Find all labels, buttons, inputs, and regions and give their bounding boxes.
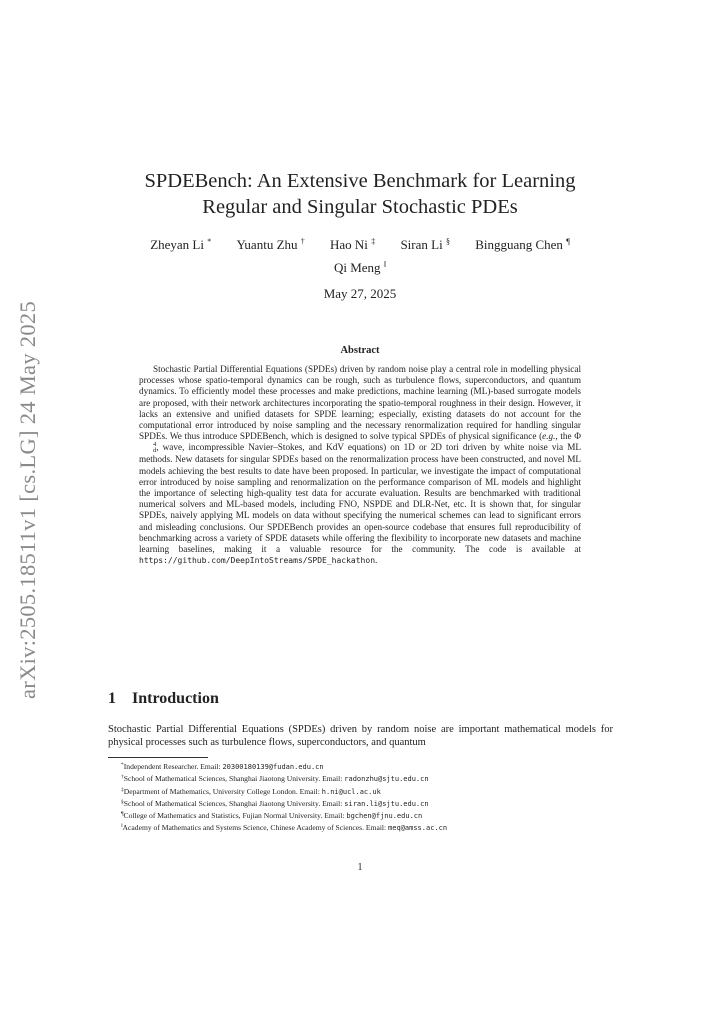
footnote-email[interactable]: siran.li@sjtu.edu.cn bbox=[344, 799, 429, 808]
author-affiliation-mark: † bbox=[300, 237, 305, 246]
author bbox=[330, 237, 375, 252]
section-heading bbox=[108, 690, 219, 708]
abstract-text: . bbox=[375, 555, 378, 566]
phi-subscript: d bbox=[153, 447, 157, 455]
author-name: Bingguang Chen bbox=[475, 237, 563, 252]
footnote-text: Independent Researcher. Email: bbox=[123, 762, 223, 771]
arxiv-identifier-text: arXiv:2505.18511v1 [cs.LG] 24 May 2025 bbox=[15, 300, 41, 700]
author-list bbox=[100, 232, 620, 278]
footnote-mark: * bbox=[121, 762, 124, 768]
author-name: Hao Ni bbox=[330, 237, 368, 252]
abstract-body bbox=[139, 364, 581, 566]
title-line-1: SPDEBench: An Extensive Benchmark for Learning bbox=[144, 170, 576, 192]
author-affiliation-mark: ‖ bbox=[383, 260, 387, 269]
code-link[interactable]: https://github.com/DeepIntoStreams/SPDE_hackathon bbox=[139, 556, 376, 566]
author-name: Zheyan Li bbox=[150, 237, 204, 252]
abstract-eg: e.g. bbox=[542, 431, 556, 442]
footnote-email[interactable]: 20300180139@fudan.edu.cn bbox=[222, 763, 324, 771]
author-affiliation-mark: ‡ bbox=[371, 237, 376, 246]
section-number: 1 bbox=[108, 690, 116, 707]
author-affiliation-mark: ¶ bbox=[566, 237, 570, 246]
author bbox=[400, 237, 450, 252]
title-line-2: Regular and Singular Stochastic PDEs bbox=[202, 196, 518, 218]
footnote-mark: § bbox=[121, 798, 124, 805]
author bbox=[150, 237, 211, 252]
footnote-mark: ‖ bbox=[121, 823, 123, 830]
author bbox=[334, 260, 386, 275]
author-row-2 bbox=[100, 255, 620, 278]
author bbox=[475, 237, 570, 252]
footnote bbox=[108, 809, 613, 821]
footnote-email[interactable]: radonzhu@sjtu.edu.cn bbox=[344, 775, 429, 784]
abstract-text: , the bbox=[555, 431, 575, 442]
author-name: Yuantu Zhu bbox=[236, 237, 298, 252]
section-title: Introduction bbox=[132, 690, 219, 707]
page-number: 1 bbox=[357, 862, 363, 873]
paper-date: May 27, 2025 bbox=[323, 286, 397, 301]
footnote bbox=[108, 760, 613, 772]
phi-superscript: 4 bbox=[153, 441, 157, 449]
footnote-text: Department of Mathematics, University College London. Email: bbox=[123, 786, 322, 796]
author-name: Siran Li bbox=[400, 237, 443, 252]
footnotes bbox=[108, 760, 613, 834]
footnote-mark: ‡ bbox=[121, 786, 124, 793]
footnote-email[interactable]: meq@amss.ac.cn bbox=[388, 824, 448, 833]
abstract-heading: Abstract bbox=[340, 345, 380, 356]
footnote-email[interactable]: bgchen@fjnu.edu.cn bbox=[346, 812, 423, 821]
footnote bbox=[108, 772, 613, 784]
footnote-text: College of Mathematics and Statistics, Fujian Normal University. Email: bbox=[123, 811, 347, 821]
footnote-text: Academy of Mathematics and Systems Science, Chinese Academy of Sciences. Email: bbox=[122, 823, 389, 833]
arxiv-identifier-stamp bbox=[6, 300, 50, 700]
abstract-text: , wave, incompressible Navier–Stokes, and KdV equations) on 1D or 2D tori driven by white noise via ML methods. New datasets for singular SPDEs based on the renormalization process have been constructed, and novel ML models achieving the best results to date have been proposed. In particular, we investigate the impact of computational error introduced by noise sampling and renormalization on the performance comparison of ML models and highlight the importance of selecting high-quality test data for accurate evaluation. Results are benchmarked with traditional numerical solvers and ML-based models, including FNO, NSPDE and DLR-Net, etc. It is shown that, for singular SPDEs, naively applying ML models on data without specifying the numerical schemes can lead to significant errors and misleading conclusions. Our SPDEBench provides an open-source codebase that ensures full reproducibility of benchmarking across a variety of SPDE datasets while offering the flexibility to incorporate new datasets and machine learning baselines, making it a valuable resource for the community. The code is available at bbox=[139, 442, 581, 555]
paper-title bbox=[100, 168, 620, 220]
footnote bbox=[108, 821, 613, 833]
abstract-text: Stochastic Partial Differential Equations (SPDEs) driven by random noise play a central role in modelling physical processes whose spatio-temporal dynamics can be rough, such as turbulence flows, superconductors, and quantum dynamics. To efficiently model these processes and make predictions, machine learning (ML)-based surrogate models are proposed, with their network architectures incorporating the spatio-temporal roughness in their design. However, it lacks an extensive and unified datasets for SPDE learning; especially, existing datasets do not account for the computational error introduced by noise sampling and the necessary renormalization required for handling singular SPDEs. We thus introduce SPDEBench, which is designed to solve typical SPDEs of physical significance ( bbox=[139, 364, 581, 442]
footnote-text: School of Mathematical Sciences, Shanghai Jiaotong University. Email: bbox=[123, 774, 345, 784]
author-affiliation-mark: § bbox=[445, 237, 450, 246]
footnote bbox=[108, 797, 613, 809]
phi-base: Φ bbox=[574, 431, 582, 442]
footnote-divider bbox=[108, 757, 208, 758]
author-row-1 bbox=[100, 232, 620, 255]
phi-scripts bbox=[139, 442, 156, 454]
author-name: Qi Meng bbox=[333, 260, 381, 275]
author bbox=[236, 237, 304, 252]
author-affiliation-mark: * bbox=[207, 237, 212, 246]
footnote-email[interactable]: h.ni@ucl.ac.uk bbox=[321, 787, 381, 796]
footnote-text: School of Mathematical Sciences, Shanghai Jiaotong University. Email: bbox=[123, 798, 345, 808]
footnote bbox=[108, 785, 613, 797]
footnote-mark: † bbox=[121, 774, 124, 781]
footnote-mark: ¶ bbox=[121, 811, 124, 818]
introduction-paragraph: Stochastic Partial Differential Equations (SPDEs) driven by random noise are important mathematical models for physical processes such as turbulence flows, superconductors, and quantum bbox=[108, 724, 613, 749]
